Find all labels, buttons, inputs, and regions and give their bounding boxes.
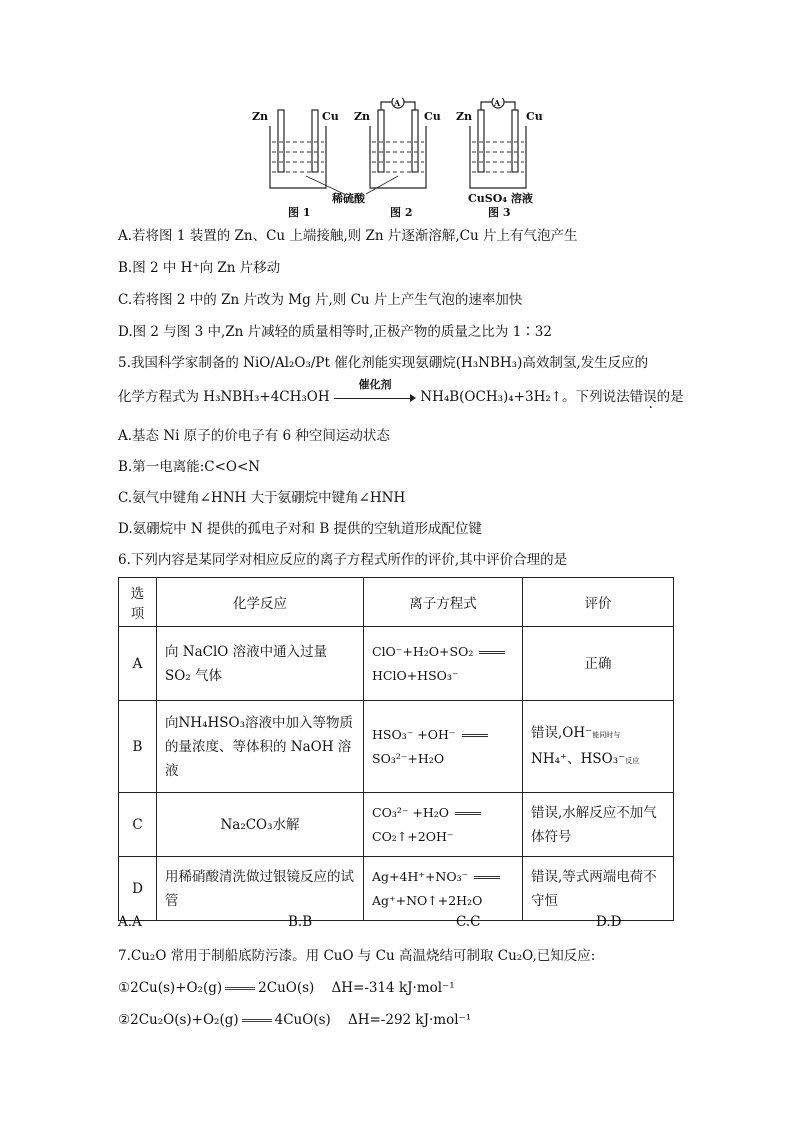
q5-option-d: D.氨硼烷中 N 提供的孤电子对和 B 提供的空轨道形成配位键 (118, 521, 483, 537)
q5-stem-end: 的是 (656, 389, 684, 405)
row-reaction: 用稀硝酸清洗做过银镜反应的试管 (157, 857, 364, 921)
row-equation (364, 857, 523, 921)
row-option: A (119, 627, 157, 701)
table-row (119, 857, 674, 921)
evaluation-text: NH₄⁺、HSO₃⁻ (531, 750, 626, 767)
reaction-left: ②2Cu₂O(s)+O₂(g) (118, 1012, 239, 1028)
q5-equation-right: NH₄B(OCH₃)₄+3H₂↑。下列说法错 (420, 389, 644, 405)
q5-option-c: C.氨气中键角∠HNH 大于氨硼烷中键角∠HNH (118, 490, 406, 506)
equals-sign (479, 651, 505, 654)
fig2-caption: 图 2 (390, 206, 413, 219)
reaction-right: 4CuO(s) (274, 1012, 331, 1028)
equation-part: HSO₃⁻ +OH⁻ (372, 726, 456, 742)
fig2-zn-label: Zn (354, 110, 371, 123)
row-evaluation: 正确 (523, 627, 674, 701)
equation-part: Ag⁺+NO↑+2H₂O (372, 892, 483, 908)
header-ionic-equation: 离子方程式 (364, 578, 523, 627)
q7-reaction-1 (118, 978, 455, 998)
table-row (119, 701, 674, 793)
q6-answer-c: C.C (456, 914, 481, 930)
header-option: 选项 (119, 578, 157, 627)
table-header-row (119, 578, 674, 627)
cells-diagram (248, 98, 548, 220)
q7-reaction-2 (118, 1010, 471, 1030)
q5-equation-left: 化学方程式为 H₃NBH₃+4CH₃OH (118, 389, 330, 405)
row-option: B (119, 701, 157, 793)
row-option: D (119, 857, 157, 921)
evaluation-small-text: 能同时与 (592, 730, 621, 739)
fig1-caption: 图 1 (288, 206, 311, 219)
catalyst-arrow (334, 377, 416, 405)
q6-answer-a: A.A (118, 914, 142, 930)
equals-sign (225, 987, 255, 990)
equation-part: Ag+4H⁺+NO₃⁻ (372, 868, 469, 884)
fig3-ammeter-icon: A (494, 98, 501, 108)
equation-part: SO₃²⁻+H₂O (372, 750, 445, 766)
electrochemistry-figure (248, 98, 548, 220)
equals-sign (455, 812, 481, 815)
q6-answer-b: B.B (288, 914, 313, 930)
q6-answer-d: D.D (596, 914, 622, 930)
evaluation-text: 错误,OH⁻ (531, 724, 593, 741)
table-row (119, 627, 674, 701)
cuso4-solution-label: CuSO₄ 溶液 (468, 192, 533, 205)
enthalpy-value: ΔH=-314 kJ·mol⁻¹ (331, 980, 455, 996)
q7-stem: 7.Cu₂O 常用于制船底防污漆。用 CuO 与 Cu 高温烧结可制取 Cu₂O,已知反应: (118, 948, 596, 964)
row-reaction: Na₂CO₃水解 (157, 793, 364, 857)
evaluation-table (118, 577, 674, 921)
equals-sign (474, 876, 500, 879)
q5-stem-line1: 5.我国科学家制备的 NiO/Al₂O₃/Pt 催化剂能实现氨硼烷(H₃NBH₃)高效制氢,发生反应的 (118, 355, 649, 371)
table-row (119, 793, 674, 857)
equation-part: CO₃²⁻ +H₂O (372, 804, 450, 820)
fig1-cu-label: Cu (322, 110, 339, 123)
fig3-caption: 图 3 (488, 206, 511, 219)
q4-option-b: B.图 2 中 H⁺向 Zn 片移动 (118, 260, 281, 276)
q4-option-a: A.若将图 1 装置的 Zn、Cu 上端接触,则 Zn 片逐渐溶解,Cu 片上有气泡产生 (118, 228, 578, 244)
equation-part: HClO+HSO₃⁻ (372, 667, 459, 683)
fig3-cu-label: Cu (526, 110, 543, 123)
q5-option-a: A.基态 Ni 原子的价电子有 6 种空间运动状态 (118, 428, 390, 444)
header-evaluation: 评价 (523, 578, 674, 627)
fig2-ammeter-icon: A (394, 98, 401, 108)
equation-part: ClO⁻+H₂O+SO₂ (372, 643, 474, 659)
row-equation (364, 793, 523, 857)
reaction-right: 2CuO(s) (258, 980, 315, 996)
q4-option-c: C.若将图 2 中的 Zn 片改为 Mg 片,则 Cu 片上产生气泡的速率加快 (118, 292, 523, 308)
row-reaction: 向 NaClO 溶液中通入过量 SO₂ 气体 (157, 627, 364, 701)
emphasis-dot-char: 误 (643, 389, 657, 405)
row-equation (364, 627, 523, 701)
evaluation-small-text: 反应 (625, 756, 640, 765)
row-evaluation: 错误,等式两端电荷不守恒 (523, 857, 674, 921)
row-option: C (119, 793, 157, 857)
equals-sign (462, 734, 488, 737)
fig2-cu-label: Cu (424, 110, 441, 123)
reaction-left: ①2Cu(s)+O₂(g) (118, 980, 223, 996)
equation-part: CO₂↑+2OH⁻ (372, 828, 454, 844)
header-reaction: 化学反应 (157, 578, 364, 627)
q5-option-b: B.第一电离能:C<O<N (118, 459, 261, 475)
row-evaluation (523, 701, 674, 793)
row-evaluation: 错误,水解反应不加气体符号 (523, 793, 674, 857)
equals-sign (242, 1019, 272, 1022)
fig1-zn-label: Zn (252, 110, 269, 123)
q6-stem: 6.下列内容是某同学对相应反应的离子方程式所作的评价,其中评价合理的是 (118, 552, 568, 568)
fig3-zn-label: Zn (456, 110, 473, 123)
enthalpy-value: ΔH=-292 kJ·mol⁻¹ (347, 1012, 472, 1028)
row-reaction: 向NH₄HSO₃溶液中加入等物质的量浓度、等体积的 NaOH 溶液 (157, 701, 364, 793)
dilute-sulfuric-acid-label: 稀硫酸 (332, 192, 365, 205)
q4-option-d: D.图 2 与图 3 中,Zn 片减轻的质量相等时,正极产物的质量之比为 1∶32 (118, 324, 552, 340)
q5-stem-line2 (118, 377, 684, 407)
row-equation (364, 701, 523, 793)
catalyst-label: 催化剂 (358, 377, 392, 391)
